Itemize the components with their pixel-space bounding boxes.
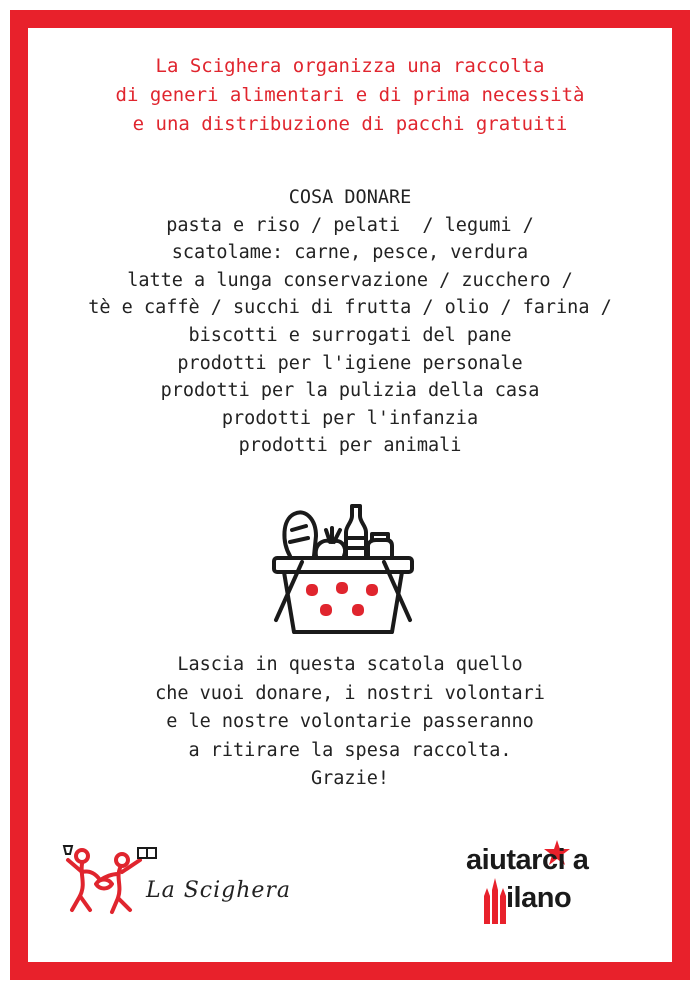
intro-line: di generi alimentari e di prima necessità bbox=[115, 84, 585, 106]
grocery-basket-icon bbox=[268, 502, 418, 642]
dancing-figures-icon bbox=[60, 838, 160, 918]
aiutarci-a-milano-logo bbox=[466, 838, 646, 928]
donate-item: prodotti per animali bbox=[238, 435, 462, 457]
donate-item: latte a lunga conservazione / zucchero / bbox=[127, 269, 573, 291]
message-line: Lascia in questa scatola quello bbox=[177, 654, 523, 675]
message-line: che vuoi donare, i nostri volontari bbox=[155, 682, 545, 704]
aiutarci-a-text: aiutarci a bbox=[466, 844, 589, 876]
la-scighera-name: La Scighera bbox=[146, 878, 292, 903]
donate-item: prodotti per l'infanzia bbox=[221, 407, 479, 429]
donate-item: prodotti per l'igiene personale bbox=[177, 352, 523, 374]
message-text bbox=[0, 651, 700, 794]
la-scighera-logo bbox=[60, 838, 310, 918]
message-line: e le nostre volontarie passeranno bbox=[166, 711, 534, 732]
donate-heading: COSA DONARE bbox=[288, 187, 412, 208]
intro-text bbox=[0, 52, 700, 139]
donate-item: pasta e riso / pelati / legumi / bbox=[166, 214, 534, 236]
donate-item: scatolame: carne, pesce, verdura bbox=[171, 242, 529, 264]
intro-line: e una distribuzione di pacchi gratuiti bbox=[132, 113, 568, 135]
donate-list bbox=[0, 184, 700, 460]
milano-text: ilano bbox=[506, 882, 572, 914]
donate-item: prodotti per la pulizia della casa bbox=[160, 380, 540, 402]
intro-line: La Scighera organizza una raccolta bbox=[155, 55, 545, 77]
message-line: a ritirare la spesa raccolta. bbox=[188, 739, 512, 761]
donate-item: tè e caffè / succhi di frutta / olio / farina / bbox=[88, 297, 612, 319]
message-line: Grazie! bbox=[311, 768, 389, 789]
red-border-frame bbox=[10, 10, 690, 980]
donate-item: biscotti e surrogati del pane bbox=[188, 324, 512, 346]
